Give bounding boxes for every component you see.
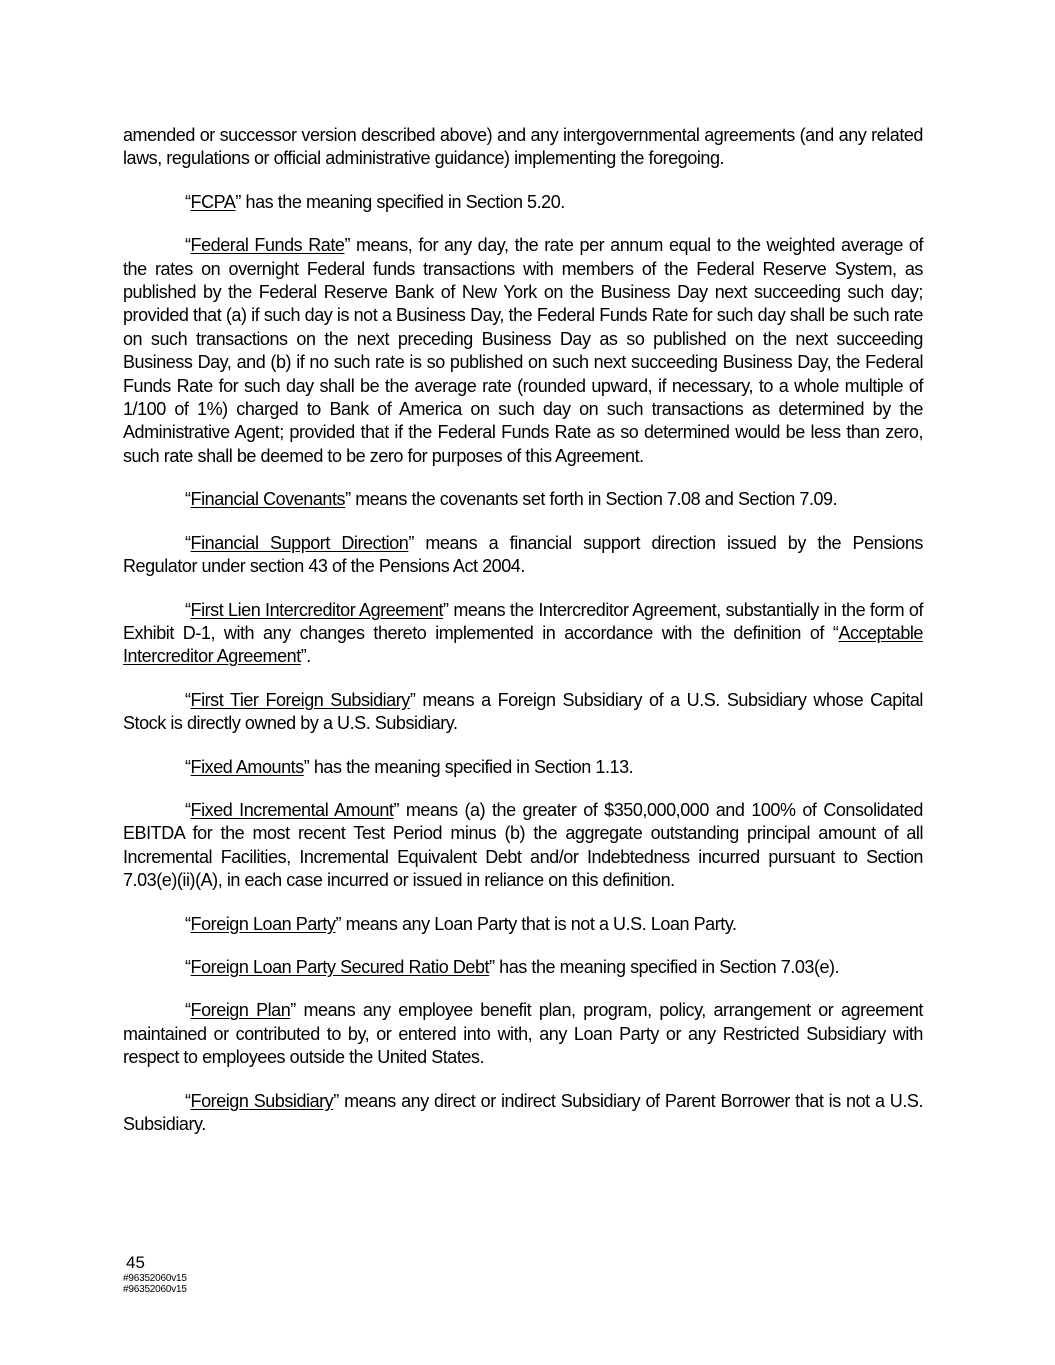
open-quote: “ [185,489,191,510]
definition-foreign-subsidiary [123,1090,923,1137]
definition-fixed-incremental-amount [123,799,923,893]
intro-paragraph [123,124,923,171]
defined-term: Fixed Amounts [190,756,304,777]
defined-term: Foreign Loan Party Secured Ratio Debt [190,956,490,977]
definition-fixed-amounts [123,756,923,779]
close-quote: ” [333,1090,339,1111]
open-quote: “ [185,689,191,710]
close-quote: ” [235,191,241,212]
definition-text: means, for any day, the rate per annum equal to the weighted average of the rates on overnight Federal funds transactions with members of the Federal Reserve System, as published by the Federal Reserve Bank of New York on the Business Day next succeeding such day; provided that (a) if such day is not a Business Day, the Federal Funds Rate for such day shall be such rate on such transactions on the next preceding Business Day as so published on the next succeeding Business Day, and (b) if no such rate is so published on such next succeeding Business Day, the Federal Funds Rate for such day shall be the average rate (rounded upward, if necessary, to a whole multiple of 1/100 of 1%) charged to Bank of America on such day on such transactions as determined by the Administrative Agent; provided that if the Federal Funds Rate as so determined would be less than zero, such rate shall be deemed to be zero for purposes of this Agreement. [123,235,924,466]
defined-term: Financial Covenants [190,489,346,510]
open-quote: “ [185,799,191,820]
close-quote: ” [335,913,342,934]
definition-foreign-loan-party-secured-ratio-debt [123,956,923,979]
defined-term: Fixed Incremental Amount [190,799,394,820]
definition-financial-covenants [123,488,923,511]
close-quote: ” [443,599,449,620]
open-quote: “ [185,599,191,620]
reference-tail: ”. [300,646,311,667]
defined-term: Foreign Loan Party [190,913,336,934]
document-id-duplicate: #96352060v15 [123,1284,187,1295]
defined-term: Foreign Subsidiary [190,1090,334,1111]
open-quote: “ [185,956,191,977]
page-footer [123,1253,187,1295]
defined-term: Foreign Plan [190,1000,291,1021]
document-body [123,124,923,1156]
definition-text: means the covenants set forth in Section 7.08 and Section 7.09. [350,489,838,510]
definition-text: means any employee benefit plan, program, policy, arrangement or agreement maintained or contributed to by, or entered into with, any Loan Party or any Restricted Subsidiary with respect to employees outside the United States. [123,1000,923,1068]
open-quote: “ [185,1090,191,1111]
definition-first-lien-intercreditor-agreement [123,599,923,669]
close-quote: ” [344,235,350,256]
open-quote: “ [185,1000,191,1021]
definition-foreign-plan [123,999,923,1069]
definition-foreign-loan-party [123,913,923,936]
definition-text: means a Foreign Subsidiary of a U.S. Subsidiary whose Capital Stock is directly owned by a U.S. Subsidiary. [123,689,923,734]
definition-text: means any direct or indirect Subsidiary of Parent Borrower that is not a U.S. Subsidiary. [123,1090,923,1134]
open-quote: “ [185,235,191,256]
close-quote: ” [393,799,399,820]
definition-text: means the Intercreditor Agreement, substantially in the form of Exhibit D-1, with any changes thereto implemented in accordance with the definition of “ [123,599,923,643]
definition-text: means a financial support direction issued by the Pensions Regulator under section 43 of the Pensions Act 2004. [123,532,923,577]
definition-text: has the meaning specified in Section 1.13. [309,756,634,777]
definition-federal-funds-rate [123,234,923,468]
close-quote: ” [290,1000,296,1021]
definition-text: means any Loan Party that is not a U.S. Loan Party. [341,913,737,934]
definition-text: has the meaning specified in Section 7.03(e). [494,956,840,977]
defined-term: Federal Funds Rate [190,235,345,256]
close-quote: ” [408,532,414,553]
defined-term: FCPA [190,191,236,212]
open-quote: “ [185,191,191,212]
defined-term: First Lien Intercreditor Agreement [190,599,444,620]
defined-term: Financial Support Direction [190,532,409,553]
definition-first-tier-foreign-subsidiary [123,689,923,736]
close-quote: ” [303,756,310,777]
defined-term: First Tier Foreign Subsidiary [190,689,410,710]
close-quote: ” [345,489,351,510]
close-quote: ” [409,689,416,710]
definition-fcpa [123,191,923,214]
definition-financial-support-direction [123,532,923,579]
definition-text: means (a) the greater of $350,000,000 and 100% of Consolidated EBITDA for the most recent Test Period minus (b) the aggregate outstanding principal amount of all Incremental Facilities, Incremental Equivalent Debt and/or Indebtedness incurred pursuant to Section 7.03(e)(ii)(A), in each case incurred or issued in reliance on this definition. [123,799,923,891]
definition-text: has the meaning specified in Section 5.20. [240,191,565,212]
open-quote: “ [185,756,191,777]
intro-text: amended or successor version described above) and any intergovernmental agreements (and any related laws, regulations or official administrative guidance) implementing the foregoing. [123,125,923,169]
close-quote: ” [489,956,495,977]
referenced-term: Acceptable Intercreditor Agreement [123,622,923,667]
open-quote: “ [185,913,191,934]
page-number: 45 [126,1253,145,1272]
document-id: #96352060v15 [123,1273,187,1284]
open-quote: “ [185,532,191,553]
